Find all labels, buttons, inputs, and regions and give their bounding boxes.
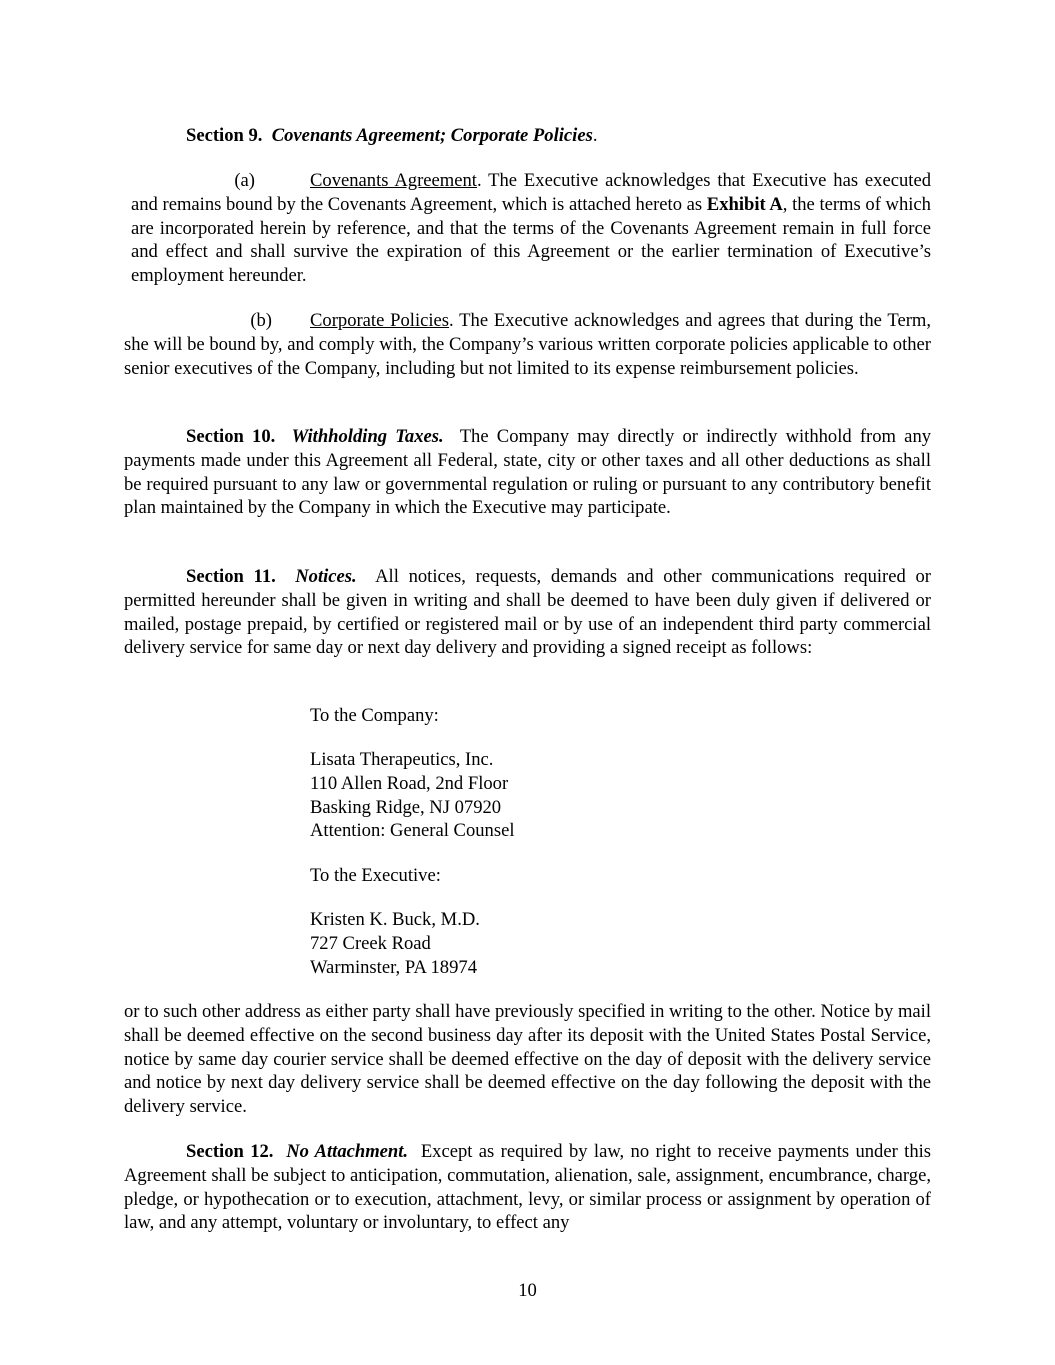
section-text: The Company may directly or indirectly withhold from any payments made under this Agreement all Federal, state, city or other taxes and all other deductions as shall be required pursuant to any law or governmental regulation or ruling or pursuant to any contributory benefit plan maintained by the Company in which the Executive may participate.: [124, 426, 932, 519]
section-text: Except as required by law, no right to receive payments under this Agreement shall be subject to anticipation, commutation, alienation, sale, assignment, encumbrance, charge, pledge, or hypothecation or to execution, attachment, levy, or similar process or assignment by operation of law, and any attempt, voluntary or involuntary, to effect any: [124, 1141, 932, 1234]
section-12-paragraph: [124, 1140, 931, 1235]
section-10-paragraph: [124, 425, 931, 520]
clause-marker: (a): [234, 170, 255, 191]
clause-text: . The Executive acknowledges that Executive has executed and remains bound by the Covenants Agreement, which is attached hereto as: [131, 170, 931, 215]
clause-marker: (b): [250, 310, 272, 331]
section-title: Withholding Taxes.: [291, 426, 444, 447]
section-label: Section 9.: [186, 125, 263, 146]
notices-closing-paragraph: or to such other address as either party shall have previously specified in writing to the other. Notice by mail shall be deemed effective on the second business day after its deposit with the United States Postal Service, notice by same day courier service shall be deemed effective on the day of deposit with the delivery service and notice by next day delivery service shall be deemed effective on the day following the deposit with the delivery service.: [124, 1001, 931, 1118]
section-label: Section 12.: [186, 1141, 274, 1162]
section-title: No Attachment.: [286, 1141, 409, 1162]
clause-heading: Covenants Agreement: [310, 170, 477, 191]
section-11-paragraph: [124, 565, 931, 660]
executive-heading: To the Executive:: [310, 865, 441, 886]
section-9a-paragraph: [131, 169, 931, 288]
section-label: Section 11.: [186, 566, 276, 587]
page-number: 10: [518, 1280, 537, 1301]
exhibit-reference: Exhibit A: [706, 193, 783, 215]
clause-text: . The Executive acknowledges and agrees that during the Term, she will be bound by, and comply with, the Company’s various written corporate policies applicable to other senior executives of the Company, including but not limited to its expense reimbursement policies.: [124, 310, 931, 379]
section-text: All notices, requests, demands and other communications required or permitted hereunder shall be given in writing and shall be deemed to have been duly given if delivered or mailed, postage prepaid, by certified or registered mail or by use of an independent third party commercial delivery service for same day or next day delivery and providing a signed receipt as follows:: [124, 566, 931, 659]
clause-heading: Corporate Policies: [310, 310, 450, 331]
clause-text: , the terms of which are incorporated herein by reference, and that the terms of the Covenants Agreement remain in full force and effect and shall survive the expiration of this Agreement or the earlier termination of Executive’s employment hereunder.: [131, 193, 931, 287]
section-title: Covenants Agreement; Corporate Policies: [271, 125, 593, 146]
section-9b-paragraph: [124, 309, 931, 380]
section-9-heading: Section 9. Covenants Agreement; Corporate Policies.: [186, 125, 598, 146]
executive-address: Kristen K. Buck, M.D. 727 Creek Road Warminster, PA 18974: [310, 909, 480, 978]
section-title: Notices.: [295, 566, 357, 587]
section-label: Section 10.: [186, 426, 276, 447]
company-address: Lisata Therapeutics, Inc. 110 Allen Road, 2nd Floor Basking Ridge, NJ 07920 Attention: General Counsel: [310, 749, 515, 842]
company-heading: To the Company:: [310, 705, 439, 726]
